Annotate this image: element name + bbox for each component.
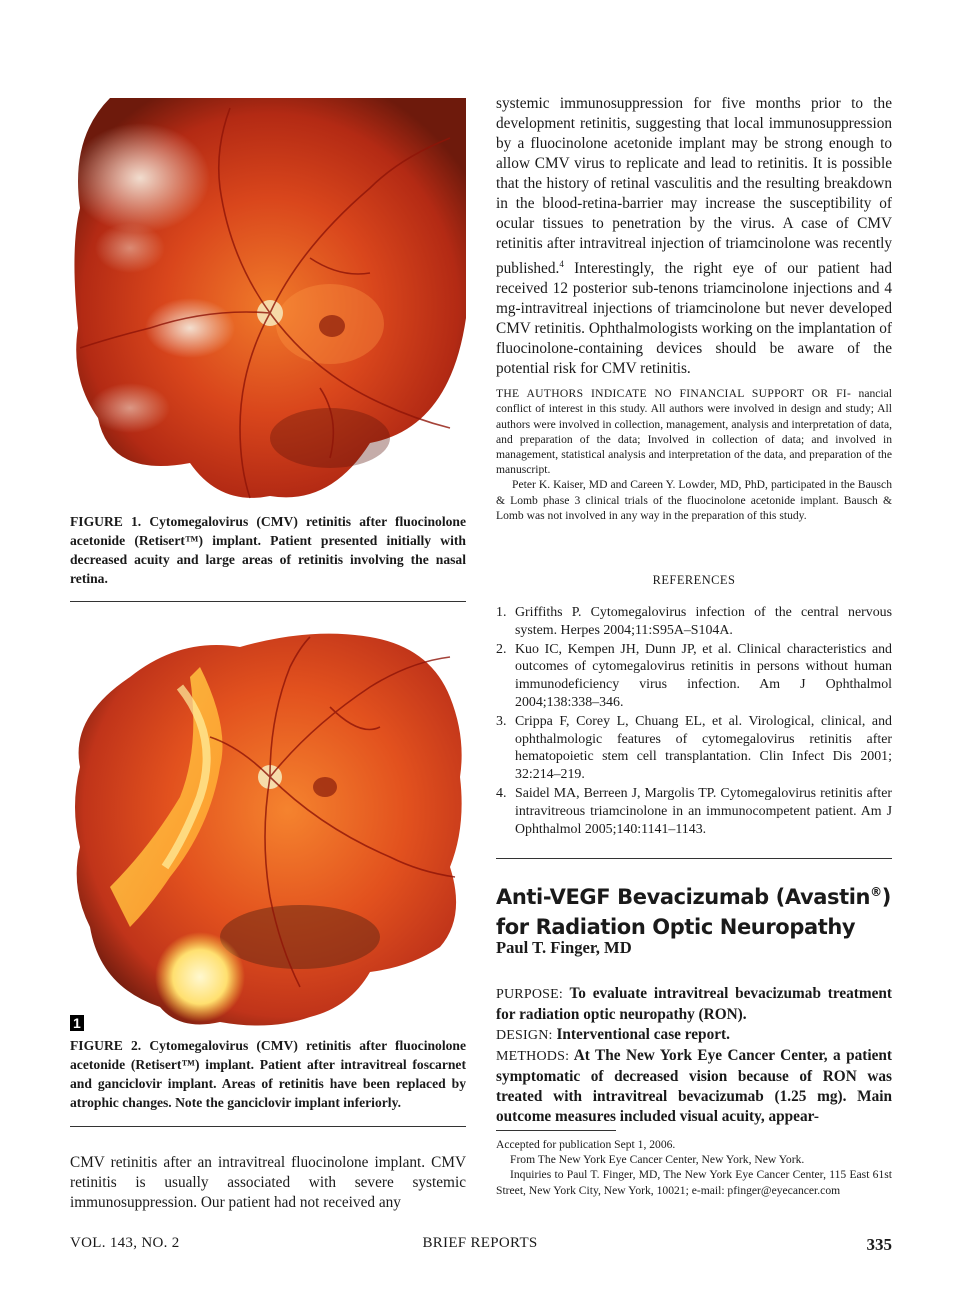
reference-item: 1. Griffiths P. Cytomegalovirus infection of the central nervous system. Herpes 2004;11:S95A–S104A.	[496, 605, 892, 638]
left-body-text: CMV retinitis after an intravitreal fluocinolone implant. CMV retinitis is usually associated with severe systemic immunosuppression. Our patient had not received any	[70, 1154, 466, 1211]
reference-superscript: 4	[559, 259, 564, 269]
reference-item: 4. Saidel MA, Berreen J, Margolis TP. Cytomegalovirus retinitis after intravitreous triamcinolone in an immunocompetent patient. Am J Ophthalmol 2005;140:1141–1143.	[496, 785, 892, 837]
figure-1-image	[70, 98, 466, 506]
figure-2-image	[70, 627, 466, 1031]
correspondence: Inquiries to Paul T. Finger, MD, The New York Eye Cancer Center, 115 East 61st Street, New York City, New York, 10021; e-mail: pfinger@eyecancer.com	[496, 1168, 892, 1197]
purpose-label: PURPOSE:	[496, 987, 563, 1002]
footer-section: BRIEF REPORTS	[422, 1235, 538, 1251]
footer-volume: VOL. 143, NO. 2	[70, 1235, 180, 1251]
figure-divider	[70, 601, 466, 602]
footnote-divider	[496, 1130, 616, 1131]
references-heading: REFERENCES	[652, 573, 736, 587]
body-paragraph-end: Interestingly, the right eye of our patient had received 12 posterior sub-tenons triamcinolone injections and 4 mg-intravitreal injections of triamcinolone but never developed CMV retinitis. Ophthalmologists working on the implantation of fluocinolone-containing devices should be aware of the potential risk for CMV retinitis.	[496, 260, 892, 378]
design-label: DESIGN:	[496, 1028, 553, 1043]
figure-2-label: 1	[70, 1015, 84, 1031]
methods-label: METHODS:	[496, 1049, 570, 1064]
reference-item: 3. Crippa F, Corey L, Chuang EL, et al. Virological, clinical, and ophthalmologic features of cytomegalovirus retinitis after hematopoietic stem cell transplantation. Clin Infect Dis 2001; 32:214–219.	[496, 713, 892, 783]
purpose-text: To evaluate intravitreal bevacizumab treatment for radiation optic neuropathy (RON).	[496, 985, 892, 1023]
accepted-date: Accepted for publication Sept 1, 2006.	[496, 1138, 676, 1151]
body-paragraph-start: systemic immunosuppression for five months prior to the development retinitis, suggesting that local immunosuppression by a fluocinolone acetonide implant may be strong enough to allow CMV virus to replicate and lead to retinitis. It is possible that the history of retinal vasculitis and the resulting breakdown in the blood-retina-barrier may increase the susceptibility of ocular tissues to penetration by the virus. A case of CMV retinitis after intravitreal injection of triamcinolone was recently published.	[496, 95, 892, 278]
figure-divider	[70, 1126, 466, 1127]
footnote	[496, 1137, 892, 1198]
design-text: Interventional case report.	[556, 1026, 730, 1043]
article-author: Paul T. Finger, MD	[496, 938, 632, 957]
right-body	[496, 94, 892, 523]
disclosure-caps: THE AUTHORS INDICATE NO FINANCIAL SUPPORT OR FI-	[496, 387, 852, 401]
affiliation: From The New York Eye Cancer Center, New York, New York.	[510, 1153, 805, 1167]
abstract	[496, 984, 892, 1127]
figure-2-caption: FIGURE 2. Cytomegalovirus (CMV) retinitis after fluocinolone acetonide (Retisert™) implant. Patient after intravitreal foscarnet and ganciclovir implant. Areas of retinitis have been replaced by atrophic changes. Note the ganciclovir implant inferiorly.	[70, 1038, 466, 1110]
references-list	[496, 604, 892, 839]
reference-item: 2. Kuo IC, Kempen JH, Dunn JP, et al. Clinical characteristics and outcomes of cytomegalovirus retinitis in persons without human immunodeficiency virus infection. Am J Ophthalmol 2004;138:338–346.	[496, 641, 892, 710]
disclosure-text: nancial conflict of interest in this study. All authors were involved in design and study; All authors were involved in collection, management, analysis and interpretation of data, and preparation of the data; Involved in collection of data; and involved in management, statistical analysis and interpretation of the data, and preparation of the manuscript.	[496, 387, 892, 477]
article-title: Anti-VEGF Bevacizumab (Avastin®) for Radiation Optic Neuropathy	[496, 885, 891, 939]
article-divider	[496, 858, 892, 859]
figure-1-caption: FIGURE 1. Cytomegalovirus (CMV) retinitis after fluocinolone acetonide (Retisert™) implant. Patient presented initially with decreased acuity and large areas of retinitis involving the nasal retina.	[70, 514, 466, 586]
disclosure-trials: Peter K. Kaiser, MD and Careen Y. Lowder, MD, PhD, participated in the Bausch & Lomb phase 3 clinical trials of the fluocinolone acetonide implant. Bausch & Lomb was not involved in any way in the preparation of this study.	[496, 478, 892, 522]
methods-text: At The New York Eye Cancer Center, a patient symptomatic of decreased vision because of RON was treated with intravitreal bevacizumab (1.25 mg). Main outcome measures included visual acuity, appear-	[496, 1047, 892, 1125]
page-number: 335	[866, 1235, 892, 1254]
